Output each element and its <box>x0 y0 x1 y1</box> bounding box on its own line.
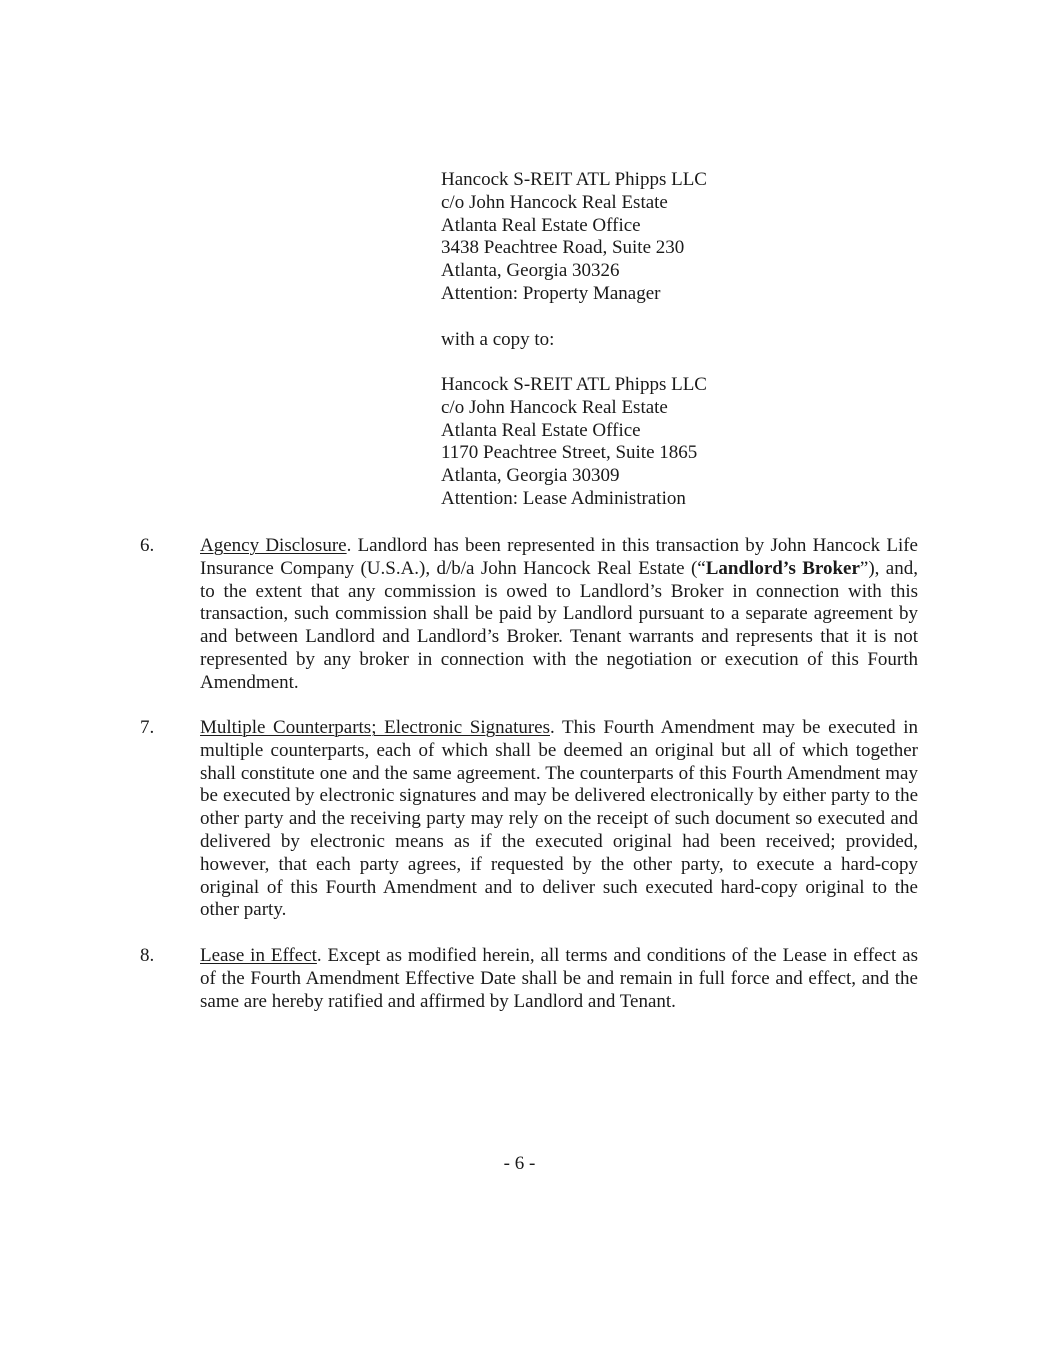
page-number: - 6 - <box>503 1153 536 1174</box>
section-heading: Lease in Effect <box>200 945 317 966</box>
address-line: Hancock S-REIT ATL Phipps LLC <box>441 169 707 190</box>
address-line: Attention: Lease Administration <box>441 487 686 509</box>
defined-term: Landlord’s Broker <box>705 557 860 579</box>
section-text: ”), and, to the extent that any commission is owed to Landlord’s Broker in connection with this transaction, such commission shall be paid by Landlord pursuant to a separate agreement by and between Landlord and Landlord’s Broker. Tenant warrants and represents that it is not represented by any broker in connection with the negotiation or execution of this Fourth Amendment. <box>200 557 918 693</box>
address-line: 3438 Peachtree Road, Suite 230 <box>441 237 685 259</box>
primary-address-block <box>441 169 861 306</box>
address-line: Hancock S-REIT ATL Phipps LLC <box>441 374 707 395</box>
section-number: 6. <box>140 535 155 556</box>
address-line: Atlanta Real Estate Office <box>441 419 641 441</box>
section-body <box>200 945 918 1013</box>
address-line: Attention: Property Manager <box>441 282 661 304</box>
address-line: 1170 Peachtree Street, Suite 1865 <box>441 442 698 464</box>
section-number: 8. <box>140 945 155 966</box>
section-heading: Agency Disclosure <box>200 535 347 556</box>
section-heading: Multiple Counterparts; Electronic Signatures <box>200 717 550 738</box>
section-number: 7. <box>140 717 155 738</box>
address-line: Atlanta, Georgia 30326 <box>441 260 620 282</box>
section-text: . This Fourth Amendment may be executed in multiple counterparts, each of which shall be deemed an original but all of which together shall constitute one and the same agreement. The counterparts of this Fourth Amendment may be executed by electronic signatures and may be delivered electronically by either party to the other party and the receiving party may rely on the receipt of such document so executed and delivered by electronic means as if the executed original had been received; provided, however, that each party agrees, if requested by the other party, to execute a hard-copy original of this Fourth Amendment and to deliver such executed hard-copy original to the other party. <box>200 717 918 921</box>
section-text: . Except as modified herein, all terms and conditions of the Lease in effect as of the Fourth Amendment Effective Date shall be and remain in full force and effect, and the same are hereby ratified and affirmed by Landlord and Tenant. <box>200 945 919 1012</box>
address-line: c/o John Hancock Real Estate <box>441 396 668 418</box>
section-text: . Landlord has been represented in this transaction by John Hancock Life Insurance Company (U.S.A.), d/b/a John Hancock Real Estate (“ <box>200 535 918 579</box>
address-line: c/o John Hancock Real Estate <box>441 191 668 213</box>
address-line: Atlanta, Georgia 30309 <box>441 465 620 487</box>
copy-to-label: with a copy to: <box>441 329 555 350</box>
address-line: Atlanta Real Estate Office <box>441 214 641 236</box>
copy-address-block <box>441 374 861 511</box>
section-body <box>200 535 918 695</box>
page-footer <box>0 1153 1055 1175</box>
section-body <box>200 717 918 922</box>
